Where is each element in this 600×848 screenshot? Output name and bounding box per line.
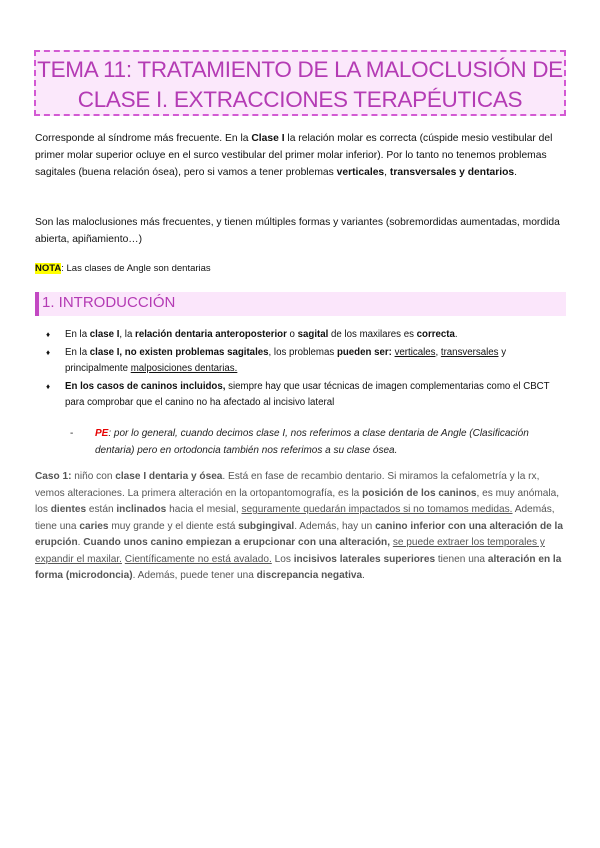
text-run-bold: clase I bbox=[89, 329, 120, 340]
text-run: , la bbox=[119, 329, 136, 340]
text-run: , bbox=[384, 167, 390, 178]
text-run: . Está en fase de recambio dentario. Si miramos la cefalometría y la rx, vemos alteraciones. La primera alteración en la ortopantomografía, es la bbox=[35, 471, 540, 499]
text-run: . bbox=[454, 329, 458, 340]
text-run: de los maxilares es bbox=[328, 329, 417, 340]
diamond-bullet-icon: ♦ bbox=[46, 348, 51, 357]
text-run: . bbox=[514, 167, 517, 178]
text-run: o bbox=[286, 329, 298, 340]
text-run-bold: transversales y dentarios bbox=[389, 167, 515, 178]
nota-text: : Las clases de Angle son dentarias bbox=[61, 263, 211, 274]
nota-line bbox=[35, 262, 211, 276]
pe-label: PE bbox=[95, 428, 109, 439]
text-run: . bbox=[77, 537, 84, 548]
text-run: están bbox=[86, 504, 117, 515]
text-run-bold: sagital bbox=[297, 329, 329, 340]
text-run-bold: incisivos laterales superiores bbox=[293, 553, 436, 565]
text-run-underlined: se puede extraer los temporales y expandir el maxilar. bbox=[35, 537, 545, 565]
text-run: Corresponde al síndrome más frecuente. En la bbox=[35, 133, 252, 144]
title-line-1: TEMA 11: TRATAMIENTO DE LA MALOCLUSIÓN DE bbox=[37, 57, 563, 82]
text-run: En la bbox=[65, 329, 90, 340]
intro-paragraph-1 bbox=[35, 130, 563, 181]
diamond-bullet-icon: ♦ bbox=[46, 382, 51, 391]
text-run-bold: discrepancia negativa bbox=[256, 570, 363, 581]
nota-label: NOTA bbox=[35, 263, 62, 274]
text-run-bold: clase I, no existen problemas sagitales bbox=[89, 347, 269, 358]
text-run-bold: verticales bbox=[336, 167, 385, 178]
text-run-bold: Cuando unos canino empiezan a erupcionar con una alteración, bbox=[83, 537, 391, 548]
section-number: 1. bbox=[42, 294, 55, 311]
text-run-bold: pueden ser: bbox=[336, 347, 392, 358]
text-run-bold: inclinados bbox=[116, 504, 167, 515]
text-run-bold: alteración en la forma (microdoncia) bbox=[35, 553, 562, 581]
pe-text: : por lo general, cuando decimos clase I, nos referimos a clase dentaria de Angle (Clasificación dentaria) pero en ortodoncia también nos referimos a su clase ósea. bbox=[95, 428, 529, 456]
document-title bbox=[34, 50, 566, 116]
text-run: Los bbox=[271, 553, 294, 565]
text-run-bold: canino inferior con una alteración de la erupción bbox=[35, 520, 563, 548]
diamond-bullet-icon: ♦ bbox=[46, 330, 51, 339]
text-run: . Además, hay un bbox=[294, 520, 376, 532]
text-run: . bbox=[362, 570, 365, 581]
text-run-bold: Caso 1: bbox=[35, 471, 72, 482]
text-run: . Además, puede tener una bbox=[132, 570, 257, 581]
list-item bbox=[46, 379, 566, 411]
text-run: tienen una bbox=[435, 553, 488, 565]
text-run-bold: clase I dentaria y ósea bbox=[115, 471, 223, 482]
text-run: , es muy anómala, los bbox=[35, 487, 560, 515]
text-run: niño con bbox=[71, 471, 116, 482]
text-run: la relación molar es correcta (cúspide mesio vestibular del primer molar superior ocluye en el surco vestibular del primer molar inferior). Por lo tanto no tenemos problemas sagitales (buena relación ósea), pero si vamos a tener problemas bbox=[35, 133, 553, 178]
text-run-underlined: seguramente quedarán impactados si no tomamos medidas. bbox=[241, 504, 513, 515]
intro-paragraph-2: Son las maloclusiones más frecuentes, y tienen múltiples formas y variantes (sobremordidas aumentadas, mordida abierta, apiñamiento…) bbox=[35, 217, 560, 245]
list-item bbox=[46, 327, 566, 343]
section-title: INTRODUCCIÓN bbox=[54, 294, 176, 311]
text-run-bold: posición de los caninos bbox=[362, 487, 477, 499]
text-run-underlined: transversales bbox=[440, 347, 499, 358]
text-run-underlined: malposiciones dentarias. bbox=[130, 363, 238, 374]
text-run: muy grande y el diente está bbox=[108, 520, 239, 532]
text-run: , bbox=[435, 347, 441, 358]
pe-note-body bbox=[70, 425, 566, 459]
text-run: En la bbox=[65, 347, 90, 358]
text-run: y principalmente bbox=[65, 347, 507, 374]
text-run: , los problemas bbox=[268, 347, 337, 358]
list-item bbox=[46, 345, 566, 377]
text-run-underlined: Científicamente no está avalado. bbox=[124, 553, 272, 565]
title-line-2: CLASE I. EXTRACCIONES TERAPÉUTICAS bbox=[77, 87, 523, 112]
text-run: hacia el mesial, bbox=[166, 504, 242, 515]
text-run-underlined: verticales bbox=[394, 347, 436, 358]
dash-bullet: - bbox=[70, 428, 74, 439]
text-run-bold: relación dentaria anteroposterior bbox=[135, 329, 287, 340]
text-run-bold: correcta bbox=[416, 329, 455, 340]
text-run-bold: subgingival bbox=[238, 520, 295, 532]
bullet-list bbox=[46, 327, 566, 413]
text-run-bold: Clase I bbox=[251, 133, 285, 144]
text-run-bold: En los casos de caninos incluidos, bbox=[65, 381, 226, 392]
text-run-bold: dientes bbox=[50, 504, 87, 515]
pe-note bbox=[70, 425, 566, 459]
section-heading-introduccion bbox=[35, 292, 566, 316]
caso-1-paragraph bbox=[35, 469, 566, 585]
text-run: Además, tiene una bbox=[35, 504, 555, 532]
text-run: siempre hay que usar técnicas de imagen complementarias como el CBCT para comprobar que el canino no ha afectado al incisivo lateral bbox=[65, 381, 550, 408]
text-run-bold: caries bbox=[79, 520, 109, 532]
